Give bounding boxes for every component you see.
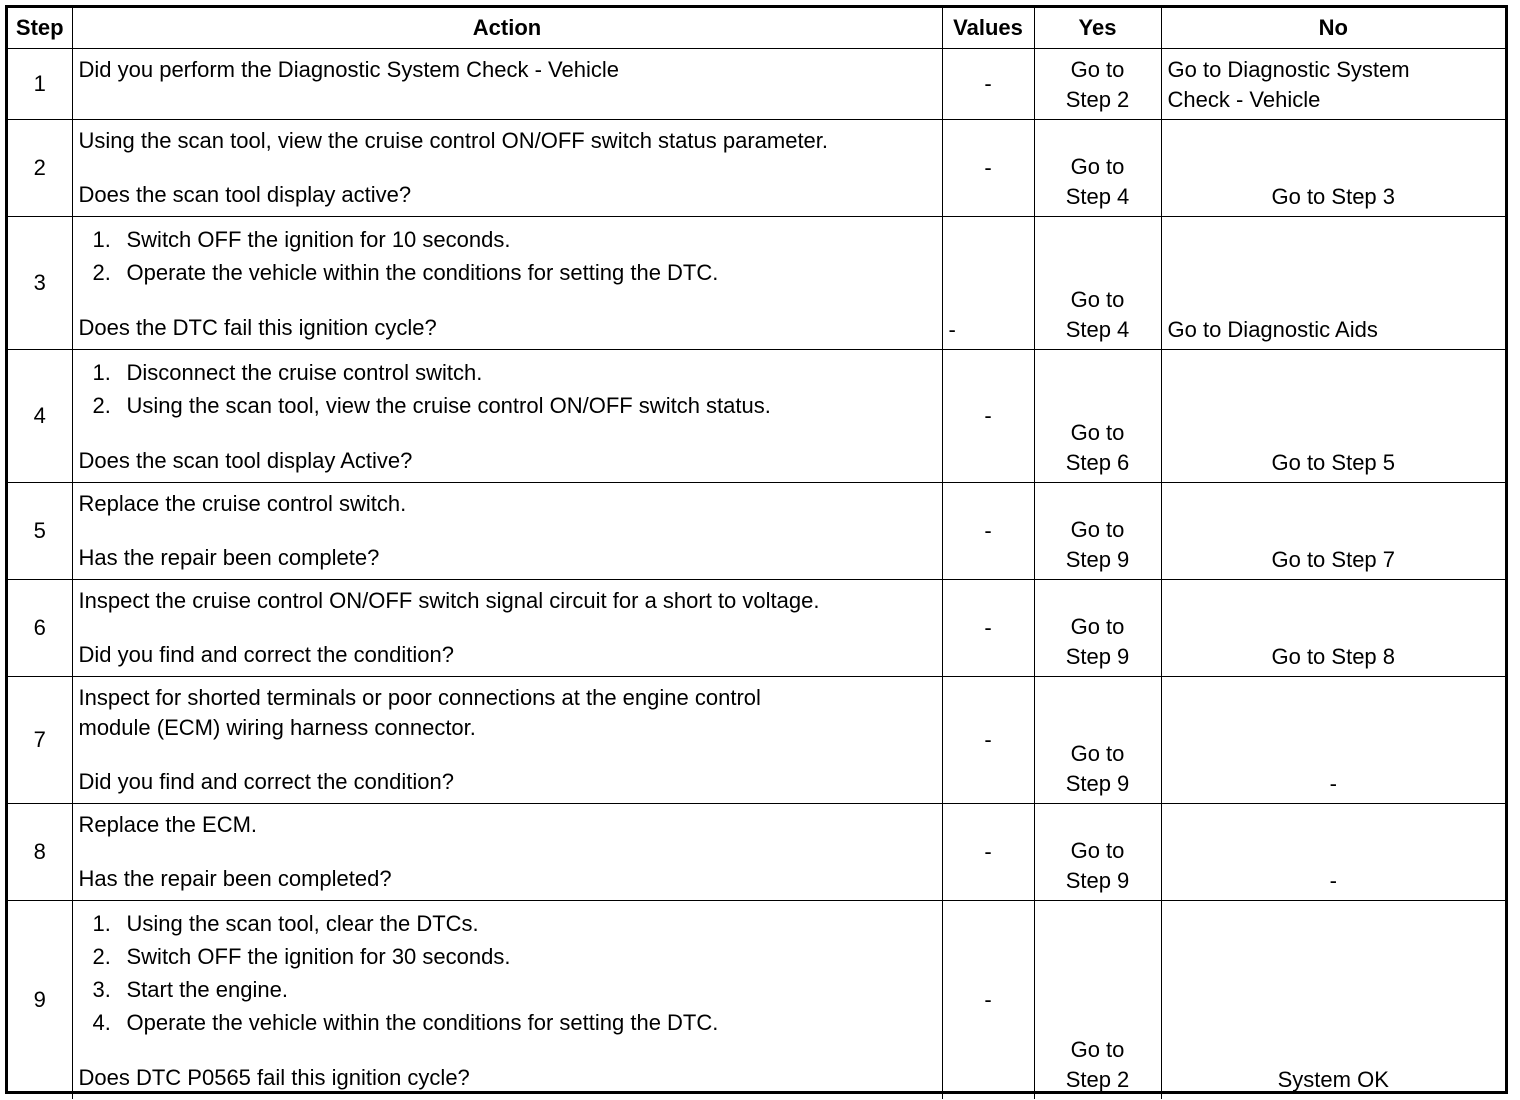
substep-list — [79, 356, 936, 422]
table-row — [8, 217, 1505, 350]
action-question: Has the repair been completed? — [78, 866, 392, 891]
action-question: Does the scan tool display Active? — [78, 448, 413, 473]
no-cell — [1161, 350, 1505, 483]
values-cell: - — [942, 580, 1034, 677]
yes-cell — [1034, 350, 1161, 483]
action-question: Does the DTC fail this ignition cycle? — [78, 315, 437, 340]
step-number: 8 — [8, 804, 72, 901]
table-row — [8, 49, 1505, 120]
action-text: Using the scan tool, view the cruise control ON/OFF switch status parameter. — [78, 128, 829, 153]
yes-line: Step 9 — [1065, 644, 1130, 669]
action-cell — [72, 350, 942, 483]
substep: 1. Disconnect the cruise control switch. — [92, 360, 483, 385]
yes-line: Step 9 — [1065, 771, 1130, 796]
values-cell: - — [942, 120, 1034, 217]
yes-cell — [1034, 483, 1161, 580]
substep: 2. Using the scan tool, view the cruise control ON/OFF switch status. — [92, 393, 771, 418]
no-cell — [1161, 901, 1505, 1100]
substep: 1. Switch OFF the ignition for 10 seconds. — [92, 227, 511, 252]
no-cell — [1161, 217, 1505, 350]
yes-cell — [1034, 677, 1161, 804]
values-cell: - — [942, 901, 1034, 1100]
action-cell — [72, 580, 942, 677]
yes-cell — [1034, 804, 1161, 901]
no-cell — [1161, 804, 1505, 901]
yes-line: Go to — [1070, 420, 1125, 445]
table-row — [8, 483, 1505, 580]
action-cell — [72, 483, 942, 580]
action-text: Inspect for shorted terminals or poor connections at the engine control — [78, 685, 761, 710]
values-cell: - — [942, 49, 1034, 120]
yes-line: Go to — [1070, 154, 1125, 179]
action-cell — [72, 217, 942, 350]
diagnostic-table-page — [5, 5, 1508, 1094]
yes-cell — [1034, 49, 1161, 120]
substep: 3. Start the engine. — [92, 977, 288, 1002]
step-number: 1 — [8, 49, 72, 120]
action-text: Did you perform the Diagnostic System Check - Vehicle — [78, 57, 619, 82]
yes-line: Step 4 — [1065, 184, 1130, 209]
step-number: 7 — [8, 677, 72, 804]
no-line: Check - Vehicle — [1167, 87, 1321, 112]
action-text: Replace the ECM. — [78, 812, 258, 837]
no-cell — [1161, 580, 1505, 677]
action-question: Did you find and correct the condition? — [78, 769, 454, 794]
substep: 2. Switch OFF the ignition for 30 seconds. — [92, 944, 511, 969]
yes-line: Go to — [1070, 1037, 1125, 1062]
table-row — [8, 804, 1505, 901]
table-row — [8, 677, 1505, 804]
step-number: 4 — [8, 350, 72, 483]
action-cell — [72, 49, 942, 120]
header-step: Step — [8, 8, 72, 49]
no-cell — [1161, 483, 1505, 580]
no-line: - — [1329, 868, 1337, 893]
yes-cell — [1034, 901, 1161, 1100]
action-text: module (ECM) wiring harness connector. — [78, 715, 476, 740]
no-line: - — [1329, 771, 1337, 796]
values-cell: - — [942, 804, 1034, 901]
step-number: 6 — [8, 580, 72, 677]
header-yes: Yes — [1034, 8, 1161, 49]
values-cell: - — [942, 677, 1034, 804]
no-line: Go to Step 7 — [1271, 547, 1396, 572]
no-line: Go to Diagnostic Aids — [1167, 317, 1378, 342]
yes-line: Go to — [1070, 741, 1125, 766]
action-question: Has the repair been complete? — [78, 545, 380, 570]
values-cell: - — [942, 217, 1034, 350]
header-values: Values — [942, 8, 1034, 49]
substep: 2. Operate the vehicle within the conditions for setting the DTC. — [92, 260, 719, 285]
action-question: Does the scan tool display active? — [78, 182, 412, 207]
header-no: No — [1161, 8, 1505, 49]
yes-line: Step 2 — [1065, 1067, 1130, 1092]
yes-line: Go to — [1070, 614, 1125, 639]
action-text: Inspect the cruise control ON/OFF switch signal circuit for a short to voltage. — [78, 588, 820, 613]
yes-line: Step 6 — [1065, 450, 1130, 475]
yes-line: Step 4 — [1065, 317, 1130, 342]
yes-cell — [1034, 217, 1161, 350]
yes-line: Go to — [1070, 838, 1125, 863]
yes-line: Step 9 — [1065, 868, 1130, 893]
no-cell — [1161, 49, 1505, 120]
table-row — [8, 120, 1505, 217]
action-cell — [72, 677, 942, 804]
table-row — [8, 580, 1505, 677]
header-row — [8, 8, 1505, 49]
table-row — [8, 901, 1505, 1100]
substep-list — [79, 223, 936, 289]
table-row — [8, 350, 1505, 483]
no-line: System OK — [1277, 1067, 1389, 1092]
action-question: Did you find and correct the condition? — [78, 642, 454, 667]
action-question: Does DTC P0565 fail this ignition cycle? — [78, 1065, 470, 1090]
action-cell — [72, 120, 942, 217]
yes-line: Step 2 — [1065, 87, 1130, 112]
yes-cell — [1034, 580, 1161, 677]
action-text: Replace the cruise control switch. — [78, 491, 407, 516]
values-cell: - — [942, 483, 1034, 580]
diagnostic-table — [8, 8, 1505, 1099]
yes-cell — [1034, 120, 1161, 217]
step-number: 3 — [8, 217, 72, 350]
no-cell — [1161, 120, 1505, 217]
action-cell — [72, 804, 942, 901]
substep: 4. Operate the vehicle within the conditions for setting the DTC. — [92, 1010, 719, 1035]
no-line: Go to Step 5 — [1271, 450, 1396, 475]
no-cell — [1161, 677, 1505, 804]
yes-line: Go to — [1070, 287, 1125, 312]
values-cell: - — [942, 350, 1034, 483]
step-number: 9 — [8, 901, 72, 1100]
yes-line: Go to — [1070, 517, 1125, 542]
yes-line: Go to — [1070, 57, 1125, 82]
header-action: Action — [72, 8, 942, 49]
no-line: Go to Step 3 — [1271, 184, 1396, 209]
no-line: Go to Diagnostic System — [1167, 57, 1410, 82]
substep-list — [79, 907, 936, 1039]
step-number: 5 — [8, 483, 72, 580]
yes-line: Step 9 — [1065, 547, 1130, 572]
substep: 1. Using the scan tool, clear the DTCs. — [92, 911, 479, 936]
step-number: 2 — [8, 120, 72, 217]
no-line: Go to Step 8 — [1271, 644, 1396, 669]
action-cell — [72, 901, 942, 1100]
